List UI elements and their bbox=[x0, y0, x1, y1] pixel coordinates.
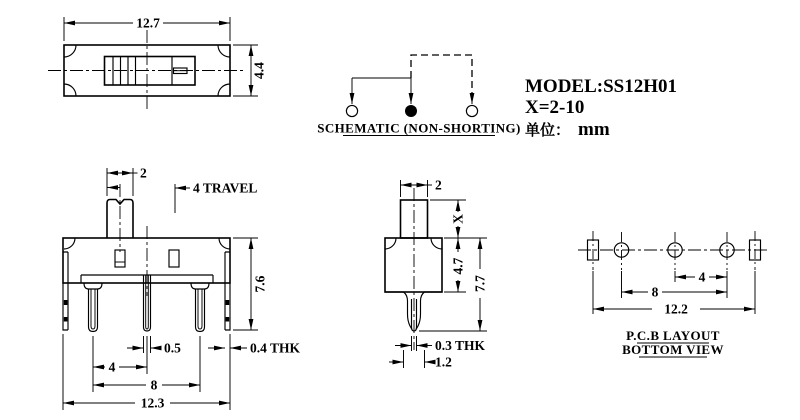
dim-knob-height-x: X bbox=[450, 214, 466, 224]
dim-pcb-total: 12.2 bbox=[664, 301, 688, 317]
front-view bbox=[63, 166, 301, 411]
dim-pin-span: 8 bbox=[150, 377, 158, 393]
pcb-caption-line2: BOTTOM VIEW bbox=[622, 342, 724, 357]
dim-pin-thickness: 0.3 THK bbox=[435, 338, 486, 353]
unit-label: 单位： bbox=[525, 123, 571, 139]
dim-side-knob-width: 2 bbox=[435, 177, 442, 193]
svg-text:单位： mm bbox=[525, 119, 610, 140]
dim-travel: 4 TRAVEL bbox=[193, 180, 258, 196]
dim-top-height: 4.4 bbox=[251, 62, 267, 79]
pcb-view bbox=[578, 231, 770, 357]
dim-side-pin-width: 1.2 bbox=[435, 354, 452, 370]
x-spec: X=2-10 bbox=[525, 97, 585, 118]
dim-front-knob-width: 2 bbox=[140, 165, 147, 181]
dim-front-body-height: 7.6 bbox=[252, 275, 268, 293]
schematic-terminal-open-right bbox=[466, 105, 477, 116]
model-number: MODEL:SS12H01 bbox=[525, 76, 678, 97]
dim-side-body-height: 4.7 bbox=[450, 257, 466, 275]
dim-pcb-pitch: 4 bbox=[698, 269, 706, 285]
dim-pcb-span: 8 bbox=[651, 284, 659, 300]
schematic-caption: SCHEMATIC (NON-SHORTING) bbox=[317, 120, 521, 136]
unit-value: mm bbox=[578, 119, 610, 140]
dim-side-total-height: 7.7 bbox=[472, 275, 488, 292]
title-block bbox=[525, 76, 677, 140]
top-view bbox=[48, 16, 267, 113]
dim-pin-width: 0.5 bbox=[164, 340, 181, 356]
side-view bbox=[385, 178, 488, 370]
dim-leg-thickness: 0.4 THK bbox=[250, 340, 301, 356]
pcb-caption-line1: P.C.B LAYOUT bbox=[626, 328, 720, 343]
switch-body-front bbox=[63, 238, 230, 283]
schematic-terminal-common bbox=[405, 105, 417, 117]
dim-total-width: 12.3 bbox=[140, 395, 165, 411]
schematic bbox=[317, 55, 521, 136]
switch-body-side bbox=[385, 238, 442, 292]
dim-top-width: 12.7 bbox=[136, 15, 160, 31]
schematic-terminal-open-left bbox=[346, 105, 357, 116]
dim-pin-pitch: 4 bbox=[108, 359, 116, 375]
